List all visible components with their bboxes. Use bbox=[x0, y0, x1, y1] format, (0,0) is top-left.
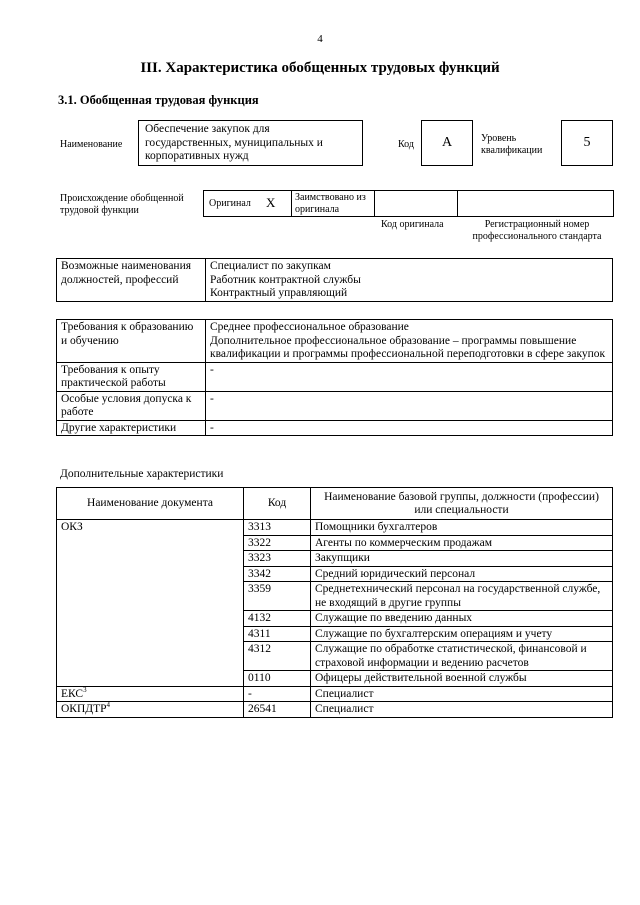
section-title: III. Характеристика обобщенных трудовых функций bbox=[140, 60, 500, 76]
row-name: Агенты по коммерческим продажам bbox=[311, 535, 613, 551]
row-code: 4132 bbox=[244, 611, 311, 627]
other-value: - bbox=[206, 420, 613, 436]
position-item: Работник контрактной службы bbox=[210, 273, 361, 286]
row-code: - bbox=[244, 686, 311, 702]
row-name: Средний юридический персонал bbox=[311, 566, 613, 582]
row-name: Служащие по введению данных bbox=[311, 611, 613, 627]
code-original-caption: Код оригинала bbox=[381, 219, 444, 230]
education-line: Среднее профессиональное образование bbox=[210, 321, 409, 333]
other-label: Другие характеристики bbox=[57, 420, 206, 436]
classifiers-table bbox=[56, 487, 613, 718]
table-row bbox=[57, 686, 613, 702]
row-code: 3342 bbox=[244, 566, 311, 582]
row-name: Специалист bbox=[311, 702, 613, 718]
reg-number-caption: Регистрационный номер профессионального стандарта bbox=[472, 219, 602, 242]
experience-value: - bbox=[206, 362, 613, 391]
row-name: Закупщики bbox=[311, 551, 613, 567]
okz-label: ОКЗ bbox=[57, 520, 244, 687]
row-name: Служащие по бухгалтерским операциям и учету bbox=[311, 626, 613, 642]
name-label: Наименование bbox=[60, 139, 123, 150]
original-label: Оригинал bbox=[209, 198, 251, 209]
row-code: 26541 bbox=[244, 702, 311, 718]
footnote-mark: 3 bbox=[83, 685, 87, 694]
row-code: 3359 bbox=[244, 582, 311, 611]
header-doc: Наименование документа bbox=[57, 488, 244, 520]
origin-label: Происхождение обобщенной трудовой функции bbox=[60, 193, 184, 216]
okpdtr-label: ОКПДТР$^4$ bbox=[57, 702, 244, 718]
borrowed-label: Заимствовано из оригинала bbox=[295, 192, 366, 215]
table-row bbox=[57, 520, 613, 536]
level-label: Уровень квалификации bbox=[481, 133, 543, 156]
header-name: Наименование базовой группы, должности (профессии) или специальности bbox=[311, 488, 613, 520]
education-label: Требования к образованию и обучению bbox=[57, 320, 206, 363]
admission-label: Особые условия допуска к работе bbox=[57, 391, 206, 420]
experience-label: Требования к опыту практической работы bbox=[57, 362, 206, 391]
header-code: Код bbox=[244, 488, 311, 520]
borrowed-cell bbox=[291, 190, 375, 217]
row-name: Помощники бухгалтеров bbox=[311, 520, 613, 536]
row-name: Офицеры действительной военной службы bbox=[311, 671, 613, 687]
admission-value: - bbox=[206, 391, 613, 420]
name-value: Обеспечение закупок для государственных, муниципальных и корпоративных нужд bbox=[145, 123, 323, 162]
code-value: A bbox=[441, 135, 453, 150]
level-value-box bbox=[561, 120, 613, 166]
original-cell bbox=[203, 190, 292, 217]
additional-title: Дополнительные характеристики bbox=[60, 468, 224, 480]
row-code: 3323 bbox=[244, 551, 311, 567]
row-name: Специалист bbox=[311, 686, 613, 702]
code-original-cell bbox=[374, 190, 458, 217]
position-item: Контрактный управляющий bbox=[210, 287, 348, 299]
row-code: 3322 bbox=[244, 535, 311, 551]
subsection-title: 3.1. Обобщенная трудовая функция bbox=[58, 93, 259, 107]
requirements-table bbox=[56, 319, 613, 436]
footnote-mark: 4 bbox=[106, 701, 111, 710]
level-value: 5 bbox=[583, 135, 591, 150]
row-code: 4311 bbox=[244, 626, 311, 642]
row-code: 0110 bbox=[244, 671, 311, 687]
education-value bbox=[206, 320, 613, 363]
row-name: Среднетехнический персонал на государственной службе, не входящий в другие группы bbox=[311, 582, 613, 611]
reg-number-cell bbox=[457, 190, 614, 217]
original-mark: X bbox=[266, 195, 276, 210]
name-value-box bbox=[138, 120, 363, 166]
positions-table bbox=[56, 258, 613, 302]
education-line: Дополнительное профессиональное образование – программы повышение квалификации и программы профессиональной переподготовки в сфере закупок bbox=[210, 334, 606, 360]
positions-label: Возможные наименования должностей, профессий bbox=[57, 259, 206, 302]
page-number: 4 bbox=[317, 33, 323, 45]
position-item: Специалист по закупкам bbox=[210, 260, 331, 272]
positions-values bbox=[206, 259, 613, 302]
row-code: 4312 bbox=[244, 642, 311, 671]
eks-label: ЕКС$^3$ bbox=[57, 686, 244, 702]
code-label: Код bbox=[398, 139, 414, 150]
table-row bbox=[57, 702, 613, 718]
row-name: Служащие по обработке статистической, финансовой и страховой информации и ведению расчетов bbox=[311, 642, 613, 671]
code-value-box bbox=[421, 120, 473, 166]
row-code: 3313 bbox=[244, 520, 311, 536]
